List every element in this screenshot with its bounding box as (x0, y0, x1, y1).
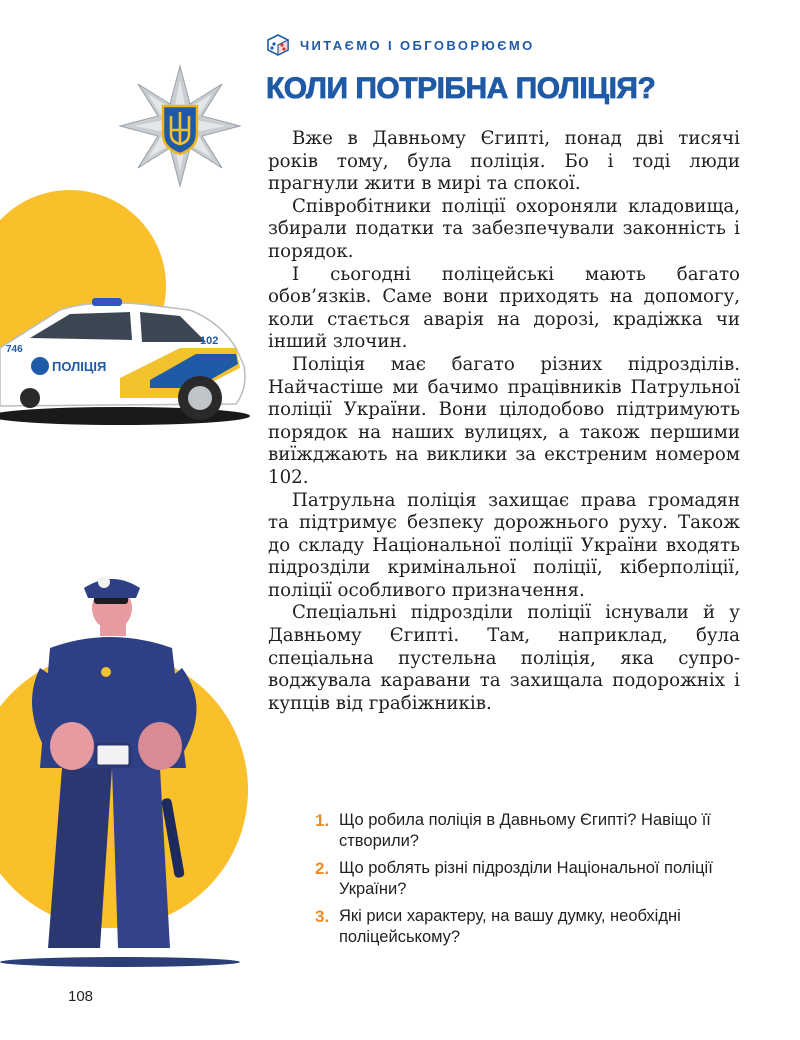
paragraph: Патрульна поліція захищає права громадян та підтримує безпеку дорожнього руху. Також до складу Національної поліції України входять підрозділи кримінальної поліції, кіберполіції, поліції особливого призначення. (268, 489, 740, 601)
car-number: 746 (6, 344, 23, 355)
section-label (266, 33, 535, 57)
car-label: ПОЛІЦІЯ (52, 359, 107, 374)
question-text: Які риси характеру, на вашу думку, необхідні поліцейському? (339, 907, 681, 946)
paragraph: Поліція має багато різних підрозділів. Найчастіше ми бачимо працівників Патрульної поліції України. Вони цілодобово підтримують порядок на наших вулицях, а також першими виїжджають на виклики за екстреним номером 102. (268, 353, 740, 488)
question-number: 1. (315, 811, 330, 830)
paragraph: Спеціальні підрозділи поліції існували й у Давньому Єгипті. Там, наприклад, була спеціальна пустельна поліція, яка супроводжувала каравани та захищала подорожніх і купців від грабіжників. (268, 602, 740, 714)
page-title: КОЛИ ПОТРІБНА ПОЛІЦІЯ? (266, 72, 656, 105)
police-car-illustration (0, 288, 250, 428)
policeman-illustration (0, 568, 240, 968)
car-number-2: 102 (200, 335, 219, 347)
paragraph: І сьогодні поліцейські мають багато обов’язків. Саме вони приходять на допомогу, коли стається аварія на дорозі, крадіжка чи інший злочин. (268, 263, 740, 353)
question-list (315, 810, 745, 954)
question-number: 3. (315, 907, 330, 926)
section-label-text: ЧИТАЄМО І ОБГОВОРЮЄМО (300, 37, 535, 53)
article-body (268, 128, 740, 715)
question-item (315, 858, 745, 900)
question-text: Що роблять різні підрозділи Національної поліції України? (339, 859, 713, 898)
question-text: Що робила поліція в Давньому Єгипті? Навіщо її створили? (339, 811, 711, 850)
question-number: 2. (315, 859, 330, 878)
question-item (315, 906, 745, 948)
paragraph: Вже в Давньому Єгипті, понад дві тисячі років тому, була поліція. Бо і тоді люди прагнули жити в мирі та спокої. (268, 128, 740, 195)
paragraph: Співробітники поліції охороняли кладовища, збирали податки та забезпечували законність і порядок. (268, 195, 740, 262)
dice-icon (266, 33, 290, 57)
page-number: 108 (68, 988, 94, 1005)
question-item (315, 810, 745, 852)
police-badge-icon (118, 64, 242, 188)
